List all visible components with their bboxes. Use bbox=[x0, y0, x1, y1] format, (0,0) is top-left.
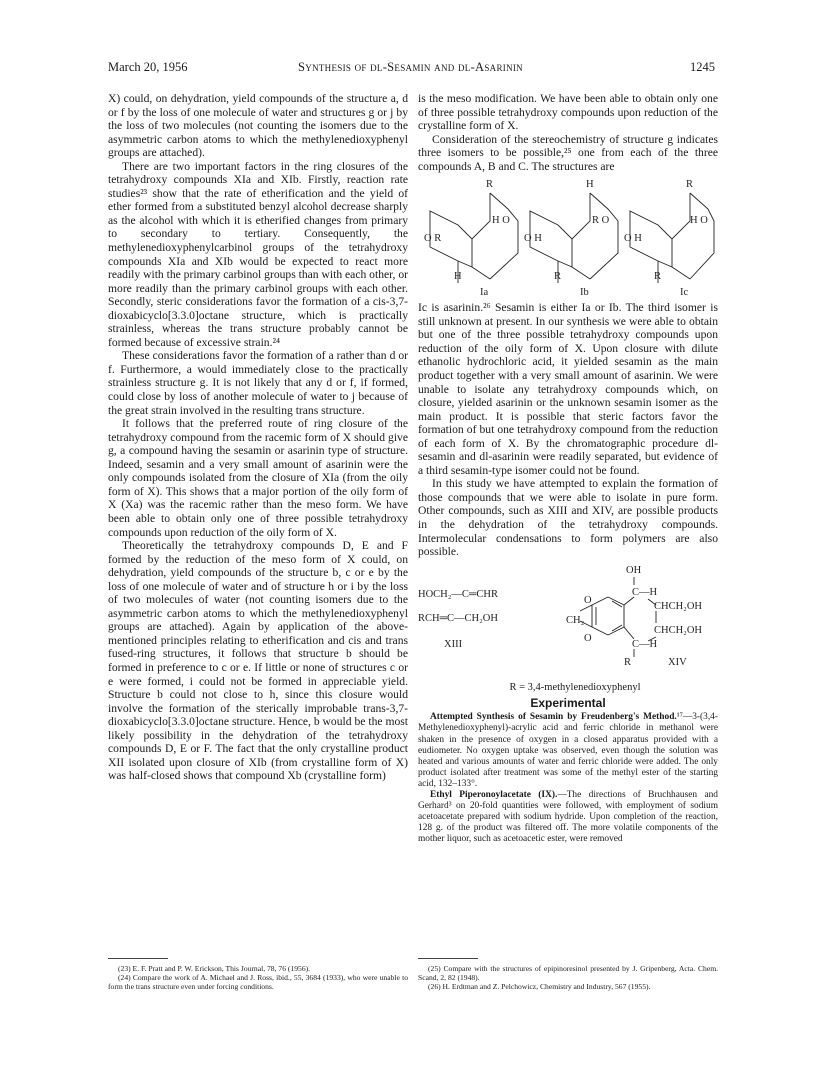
footnote: (26) H. Erdtman and Z. Pelchowicz, Chemistry and Industry, 567 (1955). bbox=[428, 982, 651, 992]
ia-bottom-substituent: H bbox=[454, 271, 462, 283]
section-heading: Experimental bbox=[530, 696, 606, 711]
ia-inner-top: H O bbox=[492, 215, 510, 227]
paragraph: It follows that the preferred route of ring closure of the tetrahydroxy compound from the racemic form of X should give g, a compound having the sesamin or asarinin type of structure. Indeed, sesamin and a very small amount of asarinin were the only compounds isolated from the closure of XIa (from the oily form of X). This shows that a major portion of the oily form of X (Xa) was the racemic rather than the meso form. We have been able to obtain only one of three possible tetrahydroxy compounds upon reduction of the oily form of X. bbox=[108, 417, 408, 539]
xiv-ch2: CH₂ bbox=[566, 614, 585, 626]
xiv-oh: OH bbox=[626, 564, 642, 576]
xiv-ch-top: C—H bbox=[632, 586, 658, 598]
xiii-line-2: RCH═C—CH₂OH bbox=[418, 612, 498, 624]
paragraph bbox=[418, 712, 718, 790]
xiv-o-top: O bbox=[584, 594, 592, 606]
ib-inner-top: R O bbox=[592, 215, 610, 227]
xiv-r: R bbox=[624, 656, 632, 668]
footnote-rule bbox=[418, 958, 478, 959]
xiv-o-bottom: O bbox=[584, 632, 592, 644]
ia-inner-bottom: O R bbox=[424, 233, 442, 245]
ic-bottom-substituent: R bbox=[654, 271, 662, 283]
paragraph: In this study we have attempted to explain the formation of those compounds that we were able to isolate in pure form. Other compounds, such as XIII and XIV, are possible products in the dehydration of the tetrahydroxy compounds. Intermolecular condensations to form polymers are also possible. bbox=[418, 477, 718, 559]
footnote: (25) Compare with the structures of epipinoresinol presented by J. Gripenberg, Acta. Chem. Scand, 2, 82 (1948). bbox=[418, 964, 718, 983]
xiii-line-1: HOCH₂—C═CHR bbox=[418, 588, 498, 600]
footnote-rule bbox=[108, 958, 168, 959]
footnotes-left bbox=[108, 964, 408, 992]
paragraph: Theoretically the tetrahydroxy compounds D, E and F formed by the reduction of the meso form of X could, on dehydration, yield compounds of the structure b, c or e by the loss of one molecule of water and of structure h or i by the loss of two molecules of water (not counting isomers due to the asymmetric carbon atoms to which the methylenedioxyphenyl groups are attached). Again by application of the above-mentioned principles relating to etherification and cis and trans fused-ring structures, it follows that structure b should be formed in preference to c or e. If little or none of structures c or e were formed, i could not be formed in appreciable yield. Structure b could not close to h, since this closure would involve the formation of the sterically improbable trans-3,7-dioxabicyclo[3.3.0]octane structure. Hence, b would be the most likely possibility in the dehydration of the tetrahydroxy compounds D, E or F. The fact that the only crystalline product XII isolated upon closure of XIb (from crystalline form of X) was half-closed shows that compound Xb (crystalline form) bbox=[108, 539, 408, 783]
experimental-section bbox=[418, 698, 718, 845]
ib-inner-bottom: O H bbox=[524, 233, 542, 245]
ic-top-substituent: R bbox=[686, 179, 694, 191]
ib-top-substituent: H bbox=[586, 179, 594, 191]
footnote: (24) Compare the work of A. Michael and J. Ross, ibid., 55, 3684 (1933), who were unable to form the trans structure even under forcing conditions. bbox=[108, 973, 408, 992]
paragraph: is the meso modification. We have been able to obtain only one of three possible tetrahydroxy compounds upon reduction of the crystalline form of X. bbox=[418, 92, 718, 133]
paragraph: Consideration of the stereochemistry of structure g indicates three isomers to be possible,²⁵ one from each of the three compounds A, B and C. The structures are bbox=[418, 132, 718, 173]
footnotes-right bbox=[418, 964, 718, 992]
bicyclic-structures-figure bbox=[418, 175, 718, 297]
xiv-chch2oh-2: CHCH₂OH bbox=[654, 624, 702, 636]
running-title-text: Synthesis of dl-Sesamin and dl-Asarinin bbox=[298, 60, 523, 74]
xiv-ch-bottom: C—H bbox=[632, 638, 658, 650]
ib-bottom-substituent: R bbox=[554, 271, 562, 283]
ic-label: Ic bbox=[680, 287, 689, 298]
xiii-label: XIII bbox=[444, 638, 463, 650]
paragraph: X) could, on dehydration, yield compounds of the structure a, d or f by the loss of one molecule of water and structures g or j by the loss of two molecules (not counting the isomers due to the asymmetric carbon atoms to which the methylenedioxyphenyl groups are attached). bbox=[108, 92, 408, 160]
paragraph: Ic is asarinin.²⁶ Sesamin is either Ia or Ib. The third isomer is still unknown at present. In our synthesis we were able to obtain but one of the three possible tetrahydroxy compounds upon reduction of the oily form of X. Upon closure with dilute ethanolic hydrochloric acid, it yielded sesamin as the main product together with a very small amount of asarinin. We were unable to isolate any tetrahydroxy compounds which, on closure, yielded asarinin or the unknown sesamin isomer as the main product. It is possible that steric factors favor the formation of but one tetrahydroxy compound from the reduction of each form of X. By the chromatographic procedure dl-sesamin and dl-asarinin were readily separated, but evidence of a third sesamin-type isomer could not be found. bbox=[418, 301, 718, 477]
left-column bbox=[108, 92, 408, 783]
xiv-label: XIV bbox=[668, 656, 687, 668]
xiii-xiv-scheme bbox=[418, 561, 718, 677]
paragraph-run-in-heading: Attempted Synthesis of Sesamin by Freudenberg's Method. bbox=[430, 712, 677, 723]
r-definition: R = 3,4-methylenedioxyphenyl bbox=[509, 681, 641, 693]
ic-inner-bottom: O H bbox=[624, 233, 642, 245]
page-number: 1245 bbox=[690, 60, 715, 74]
ic-inner-top: H O bbox=[690, 215, 708, 227]
paragraph-run-in-heading: Ethyl Piperonoylacetate (IX). bbox=[430, 789, 558, 800]
paragraph-text: —The directions of Bruchhausen and Gerhard³ on 20-fold quantities were followed, with employment of sodium acetoacetate prepared with sodium hydride. Upon completion of the reaction, 128 g. of the product was filtered off. The more volatile components of the mother liquor, such as acetoacetic ester, were removed bbox=[418, 789, 718, 845]
running-head-date: March 20, 1956 bbox=[108, 60, 188, 74]
ia-top-substituent: R bbox=[486, 179, 494, 191]
paragraph bbox=[418, 790, 718, 845]
footnote: (23) E. F. Pratt and P. W. Erickson, This Journal, 78, 76 (1956). bbox=[118, 964, 311, 973]
xiv-chch2oh-1: CHCH₂OH bbox=[654, 600, 702, 612]
right-column bbox=[418, 92, 718, 845]
paragraph: There are two important factors in the ring closures of the tetrahydroxy compounds XIa and XIb. Firstly, reaction rate studies²³ show that the rate of etherification and the yield of ether formed from a substituted benzyl alcohol decrease sharply as the alcohol with which it is etherified changes from primary to secondary to tertiary. Consequently, the methylenedioxyphenylcarbinol groups of the tetrahydroxy compounds XIa and XIb would be expected to react more readily with the primary carbinol groups than with each other, or more readily than the primary carbinol groups with each other. Secondly, steric considerations favor the formation of a cis-3,7-dioxabicyclo[3.3.0]octane structure, which is practically strainless, whereas the trans structure probably cannot be formed because of excessive strain.²⁴ bbox=[108, 159, 408, 349]
paragraph: These considerations favor the formation of a rather than d or f. Furthermore, a would immediately close to the practically strainless structure g. It is not likely that any d or f, if formed, could close by loss of another molecule of water to j because of the great strain involved in the resulting trans structure. bbox=[108, 349, 408, 417]
paragraph-text: ¹⁷—3-(3,4-Methylenedioxyphenyl)-acrylic acid and ferric chloride in methanol were shaken in the presence of oxygen in a closed apparatus provided with a eudiometer. No oxygen uptake was observed, even though the solution was heated and various amounts of water and ferric chloride were added. The only product isolated after treatment was some of the methyl ester of the starting acid, 132–133°. bbox=[418, 712, 718, 789]
ia-label: Ia bbox=[480, 287, 489, 298]
ib-label: Ib bbox=[580, 287, 589, 298]
